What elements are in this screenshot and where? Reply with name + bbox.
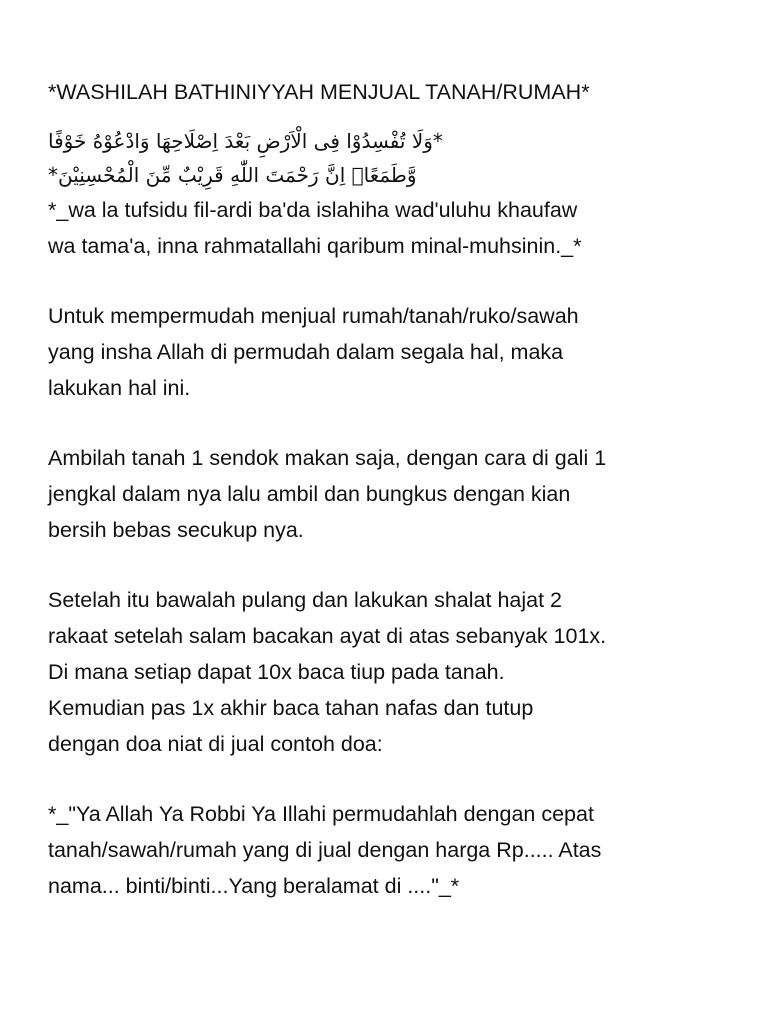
- paragraph-prayer-steps: [48, 582, 738, 762]
- paragraph-line: Ambilah tanah 1 sendok makan saja, dengan cara di gali 1: [48, 446, 607, 470]
- document-title: *WASHILAH BATHINIYYAH MENJUAL TANAH/RUMAH*: [48, 80, 590, 104]
- paragraph-line: bersih bebas secukup nya.: [48, 518, 304, 542]
- paragraph-soil: [48, 440, 738, 548]
- paragraph-line: rakaat setelah salam bacakan ayat di atas sebanyak 101x.: [48, 624, 607, 648]
- paragraph-line: Setelah itu bawalah pulang dan lakukan shalat hajat 2: [48, 588, 562, 612]
- paragraph-line: lakukan hal ini.: [48, 376, 191, 400]
- document-page: [48, 74, 738, 904]
- arabic-line: وَّطَمَعًاۗ اِنَّ رَحْمَتَ اللّٰهِ قَرِيْبٌ مِّنَ الْمُحْسِنِيْنَ*: [48, 163, 417, 187]
- paragraph-sample-doa: [48, 796, 738, 904]
- arabic-line: *وَلَا تُفْسِدُوْا فِى الْاَرْضِ بَعْدَ اِصْلَاحِهَا وَادْعُوْهُ خَوْفًا: [48, 129, 443, 153]
- paragraph-line: Di mana setiap dapat 10x baca tiup pada tanah.: [48, 660, 505, 684]
- paragraph-line: tanah/sawah/rumah yang di jual dengan harga Rp..... Atas: [48, 838, 602, 862]
- transliteration-line: wa tama'a, inna rahmatallahi qaribum minal-muhsinin._*: [48, 234, 582, 258]
- paragraph-line: yang insha Allah di permudah dalam segala hal, maka: [48, 340, 564, 364]
- paragraph-line: *_"Ya Allah Ya Robbi Ya Illahi permudahlah dengan cepat: [48, 802, 594, 826]
- arabic-verse: [48, 124, 696, 192]
- paragraph-line: jengkal dalam nya lalu ambil dan bungkus dengan kian: [48, 482, 571, 506]
- paragraph-line: nama... binti/binti...Yang beralamat di ...."_*: [48, 874, 460, 898]
- paragraph-line: Kemudian pas 1x akhir baca tahan nafas dan tutup: [48, 696, 534, 720]
- paragraph-intro: [48, 298, 738, 406]
- transliteration: [48, 192, 738, 264]
- transliteration-line: *_wa la tufsidu fil-ardi ba'da islahiha wad'uluhu khaufaw: [48, 198, 578, 222]
- paragraph-line: dengan doa niat di jual contoh doa:: [48, 732, 383, 756]
- paragraph-line: Untuk mempermudah menjual rumah/tanah/ruko/sawah: [48, 304, 579, 328]
